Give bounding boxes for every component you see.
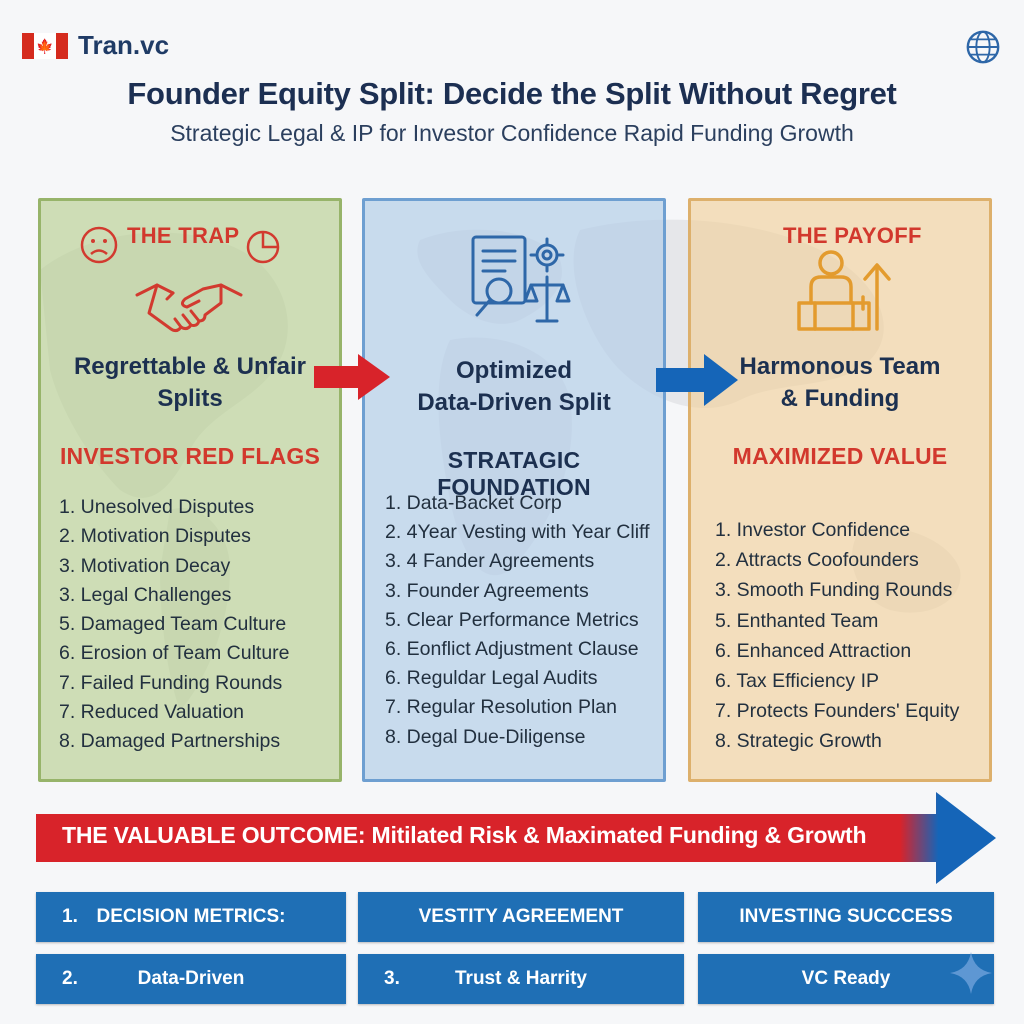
trap-panel	[38, 198, 342, 782]
outcome-text: THE VALUABLE OUTCOME: Mitilated Risk & Maximated Funding & Growth	[62, 822, 867, 848]
payoff-list	[715, 515, 959, 757]
trust-tile[interactable]	[358, 954, 684, 1004]
tile-label: VC Ready	[801, 968, 891, 989]
red-arrow-icon	[312, 352, 392, 402]
list-item: 6. Erosion of Team Culture	[59, 642, 290, 665]
payoff-panel	[688, 198, 992, 782]
list-item: 7. Regular Resolution Plan	[385, 696, 617, 719]
tile-label: INVESTING SUCCCESS	[739, 906, 953, 927]
list-item: 7. Reduced Valuation	[59, 701, 245, 724]
tile-label: Data-Driven	[137, 968, 245, 989]
tile-number: 3.	[384, 968, 400, 989]
list-item: 2. Attracts Coofounders	[715, 549, 919, 572]
tile-label: VESTITY AGREEMENT	[418, 906, 624, 927]
globe-icon[interactable]	[964, 28, 1002, 66]
list-item: 1. Unesolved Disputes	[59, 496, 255, 518]
vestity-agreement-tile[interactable]	[358, 892, 684, 942]
list-item: 7. Protects Founders' Equity	[715, 700, 960, 723]
sparkle-icon	[948, 950, 994, 996]
list-item: 6. Tax Efficiency IP	[715, 670, 880, 693]
tile-label: Trust & Harrity	[455, 968, 587, 989]
tile-number: 1.	[62, 906, 78, 927]
optimized-section-title: STRATAGIC FOUNDATION	[437, 447, 591, 500]
page-subtitle: Strategic Legal & IP for Investor Confidence Rapid Funding Growth	[170, 120, 854, 146]
list-item: 2. Motivation Disputes	[59, 525, 251, 548]
blue-arrow-icon	[654, 352, 740, 408]
trap-heading: Regrettable & Unfair Splits	[73, 353, 307, 412]
page-title: Founder Equity Split: Decide the Split Without Regret	[127, 76, 897, 111]
list-item: 3. 4 Fander Agreements	[385, 550, 595, 573]
list-item: 7. Failed Funding Rounds	[59, 671, 283, 694]
list-item: 1. Investor Confidence	[715, 519, 911, 541]
list-item: 8. Degal Due-Diligense	[385, 725, 586, 748]
list-item: 6. Eonflict Adjustment Clause	[385, 638, 639, 661]
list-item: 1. Data-Backet Corp	[385, 492, 562, 514]
brand-header	[22, 30, 169, 61]
canada-flag-icon	[22, 33, 68, 59]
document-analysis-icon	[465, 233, 575, 333]
list-item: 6. Enhanced Attraction	[715, 639, 912, 662]
data-driven-tile[interactable]	[36, 954, 346, 1004]
payoff-heading: Harmonous Team & Funding	[739, 353, 941, 412]
list-item: 2. 4Year Vesting with Year Cliff	[385, 521, 650, 544]
handshake-icon	[133, 275, 245, 337]
payoff-tag: THE PAYOFF	[783, 223, 922, 248]
list-item: 3. Legal Challenges	[59, 583, 232, 606]
brand-name[interactable]: Tran.vc	[78, 30, 170, 60]
trap-section-title: INVESTOR RED FLAGS	[59, 443, 321, 469]
decision-metrics-tile[interactable]	[36, 892, 346, 942]
list-item: 5. Damaged Team Culture	[59, 613, 287, 636]
trap-list	[59, 493, 290, 757]
list-item: 3. Smooth Funding Rounds	[715, 579, 953, 602]
list-item: 3. Founder Agreements	[385, 579, 589, 602]
sad-face-icon	[79, 225, 119, 265]
list-item: 6. Reguldar Legal Audits	[385, 667, 598, 690]
list-item: 5. Enthanted Team	[715, 609, 879, 632]
tile-number: 2.	[62, 968, 78, 989]
list-item: 3. Motivation Decay	[59, 554, 231, 577]
payoff-section-title: MAXIMIZED VALUE	[732, 443, 948, 469]
optimized-heading: Optimized Data-Driven Split	[417, 357, 611, 416]
list-item: 8. Damaged Partnerships	[59, 730, 281, 753]
growth-person-icon	[795, 247, 895, 333]
trap-tag: THE TRAP	[127, 223, 240, 248]
pie-chart-icon	[245, 229, 281, 265]
investing-success-tile[interactable]	[698, 892, 994, 942]
list-item: 5. Clear Performance Metrics	[385, 608, 639, 631]
optimized-panel	[362, 198, 666, 782]
optimized-list	[385, 489, 650, 752]
list-item: 8. Strategic Growth	[715, 730, 882, 753]
maple-leaf: 🍁	[34, 33, 56, 59]
tile-label: DECISION METRICS:	[96, 906, 286, 927]
